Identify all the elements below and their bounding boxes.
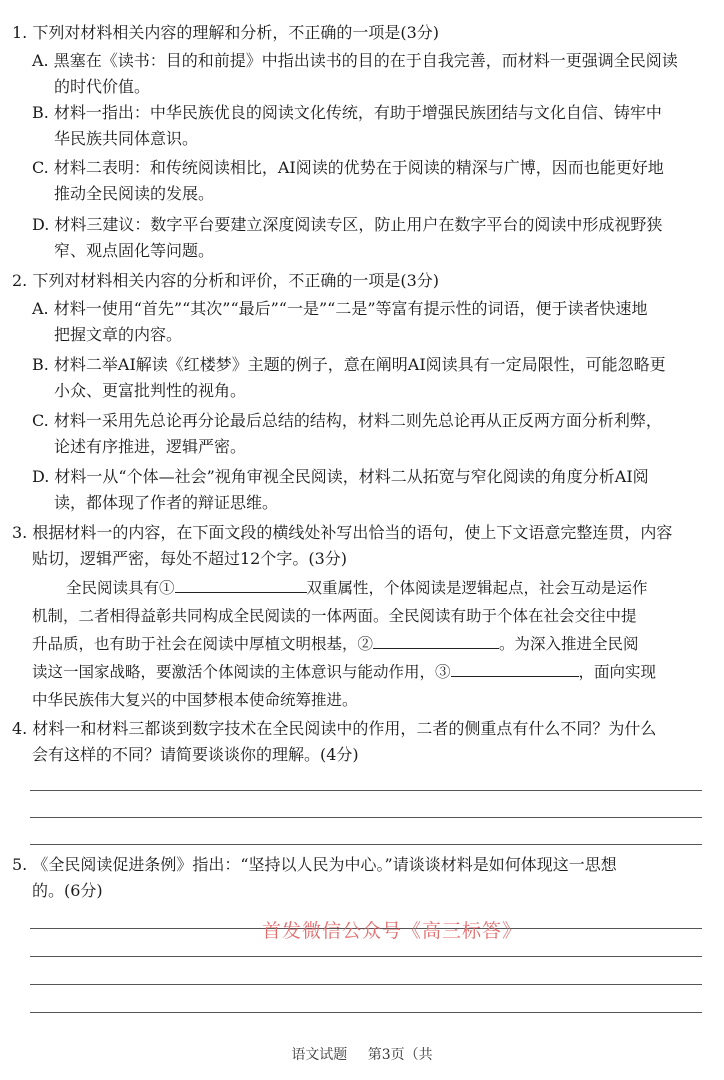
q2-option-c bbox=[32, 408, 702, 460]
page-footer bbox=[0, 1044, 724, 1064]
q2-option-b bbox=[32, 352, 702, 404]
q2-option-b-line2: 小众、更富批判性的视角。 bbox=[54, 381, 247, 400]
q3-passage-text: 双重属性，个体阅读是逻辑起点，社会互动是运作 bbox=[306, 579, 648, 597]
q5-answer-line[interactable] bbox=[30, 1012, 702, 1013]
q3-passage-text: 。为深入推进全民阅 bbox=[499, 635, 639, 653]
q4-stem-line1: 4. 材料一和材料三都谈到数字技术在全民阅读中的作用，二者的侧重点有什么不同？为什么 bbox=[12, 719, 657, 738]
footer-subject: 语文试题 bbox=[291, 1047, 348, 1063]
q3-stem-line2: 贴切，逻辑严密，每处不超过12个字。(3分) bbox=[32, 549, 348, 568]
q4-stem-line2: 会有这样的不同？请简要谈谈你的理解。(4分) bbox=[32, 745, 359, 764]
q1-option-b-line1: B. 材料一指出：中华民族优良的阅读文化传统，有助于增强民族团结与文化自信、铸牢中 bbox=[32, 103, 662, 122]
q1-option-c-line1: C. 材料二表明：和传统阅读相比，AI阅读的优势在于阅读的精深与广博，因而也能更好地 bbox=[32, 158, 664, 177]
q3-passage-text: ，面向实现 bbox=[578, 663, 657, 681]
q2-option-d bbox=[32, 464, 702, 516]
q2-option-a-line1: A. 材料一使用“首先”“其次”“最后”“一是”“二是”等富有提示性的词语，便于读者快速地 bbox=[32, 299, 648, 318]
footer-page-number: 第3页（共 bbox=[367, 1047, 433, 1063]
q3-passage-row5: 中华民族伟大复兴的中国梦根本使命统筹推进。 bbox=[32, 691, 358, 709]
q2-option-c-line2: 论述有序推进，逻辑严密。 bbox=[54, 437, 247, 456]
q3-passage-row3 bbox=[32, 630, 702, 658]
q5-answer-line[interactable] bbox=[30, 984, 702, 985]
q1-option-b-line2: 华民族共同体意识。 bbox=[54, 129, 199, 148]
q3-passage-row4 bbox=[32, 658, 702, 686]
q3-passage-text: 全民阅读具有① bbox=[66, 579, 175, 597]
q3-passage-row2: 机制，二者相得益彰共同构成全民阅读的一体两面。全民阅读有助于个体在社会交往中提 bbox=[32, 607, 637, 625]
q2-option-d-line1: D. 材料一从“个体—社会”视角审视全民阅读，材料二从拓宽与窄化阅读的角度分析AI阅 bbox=[32, 467, 649, 486]
q3-passage-row1 bbox=[32, 574, 702, 602]
q3-passage-text: 读这一国家战略，要激活个体阅读的主体意识与能动作用，③ bbox=[32, 663, 451, 681]
q2-option-d-line2: 读，都体现了作者的辩证思维。 bbox=[54, 493, 279, 512]
q4-answer-line[interactable] bbox=[30, 844, 702, 845]
q1-option-a-line2: 的时代价值。 bbox=[54, 77, 151, 96]
watermark-text: 首发微信公众号《高三标答》 bbox=[262, 920, 523, 942]
q1-option-d bbox=[32, 212, 702, 264]
q3-blank-1[interactable] bbox=[175, 574, 307, 593]
q2-option-a-line2: 把握文章的内容。 bbox=[54, 325, 183, 344]
q1-option-c-line2: 推动全民阅读的发展。 bbox=[54, 184, 215, 203]
q1-option-b bbox=[32, 100, 702, 152]
q1-stem: 1. 下列对材料相关内容的理解和分析，不正确的一项是(3分) bbox=[12, 23, 440, 42]
q3-blank-3[interactable] bbox=[451, 658, 579, 677]
q1-option-a-line1: A. 黑塞在《读书：目的和前提》中指出读书的目的在于自我完善，而材料一更强调全民阅读 bbox=[32, 51, 678, 70]
q5-stem-line2: 的。(6分) bbox=[32, 881, 103, 900]
q2-option-b-line1: B. 材料二举AI解读《红楼梦》主题的例子，意在阐明AI阅读具有一定局限性，可能忽略更 bbox=[32, 355, 666, 374]
q3-blank-2[interactable] bbox=[373, 630, 499, 649]
q5-stem-line1: 5. 《全民阅读促进条例》指出：“坚持以人民为中心。”请谈谈材料是如何体现这一思想 bbox=[12, 855, 617, 874]
q1-option-c bbox=[32, 155, 702, 207]
q1-option-d-line1: D. 材料三建议：数字平台要建立深度阅读专区，防止用户在数字平台的阅读中形成视野狭 bbox=[32, 215, 663, 234]
q2-stem: 2. 下列对材料相关内容的分析和评价，不正确的一项是(3分) bbox=[12, 271, 440, 290]
q5-answer-line[interactable] bbox=[30, 956, 702, 957]
q3-passage bbox=[32, 574, 702, 714]
q3-stem-line1: 3. 根据材料一的内容，在下面文段的横线处补写出恰当的语句，使上下文语意完整连贯，内容 bbox=[12, 523, 673, 542]
q2-option-c-line1: C. 材料一采用先总论再分论最后总结的结构，材料二则先总论再从正反两方面分析利弊， bbox=[32, 411, 662, 430]
q3-passage-text: 升品质，也有助于社会在阅读中厚植文明根基，② bbox=[32, 635, 374, 653]
q2-option-a bbox=[32, 296, 702, 348]
q4-answer-line[interactable] bbox=[30, 817, 702, 818]
q4-answer-line[interactable] bbox=[30, 790, 702, 791]
q1-option-a bbox=[32, 48, 702, 100]
q1-option-d-line2: 窄、观点固化等问题。 bbox=[54, 241, 215, 260]
